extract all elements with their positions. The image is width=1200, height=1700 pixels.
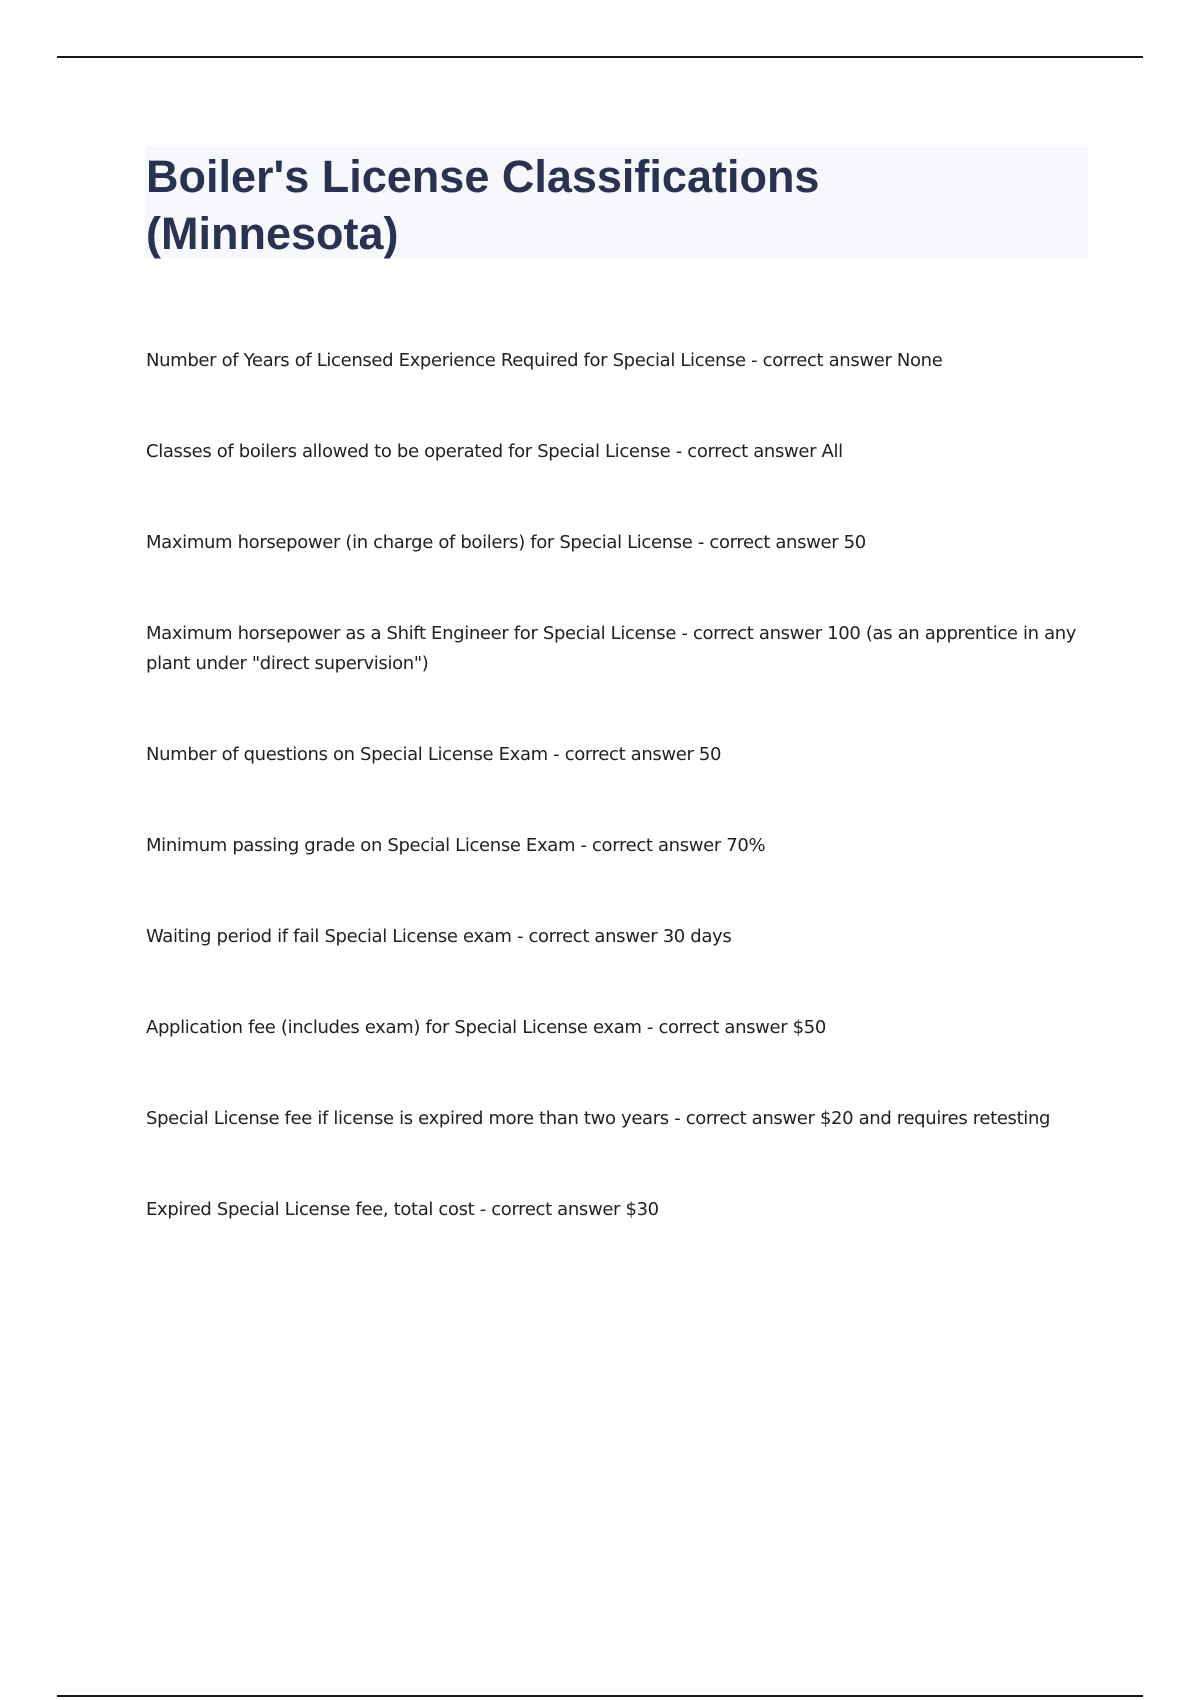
flashcard-item: Expired Special License fee, total cost - correct answer $30 xyxy=(146,1199,659,1220)
flashcard-item: Minimum passing grade on Special License Exam - correct answer 70% xyxy=(146,835,766,856)
flashcard-item: Classes of boilers allowed to be operated for Special License - correct answer All xyxy=(146,441,843,462)
document-title: Boiler's License Classifications (Minnesota) xyxy=(146,151,820,259)
flashcard-item: Application fee (includes exam) for Special License exam - correct answer $50 xyxy=(146,1017,826,1038)
top-divider xyxy=(57,56,1143,58)
flashcard-item: Waiting period if fail Special License exam - correct answer 30 days xyxy=(146,926,732,947)
flashcard-item: Number of Years of Licensed Experience Required for Special License - correct answer None xyxy=(146,350,943,371)
flashcard-item: Special License fee if license is expired more than two years - correct answer $20 and requires retesting xyxy=(146,1108,1051,1129)
flashcard-item: Maximum horsepower as a Shift Engineer for Special License - correct answer 100 (as an apprentice in any plant under "direct supervision") xyxy=(146,623,1077,674)
flashcard-item: Number of questions on Special License Exam - correct answer 50 xyxy=(146,744,722,765)
flashcard-item: Maximum horsepower (in charge of boilers) for Special License - correct answer 50 xyxy=(146,532,866,553)
bottom-divider xyxy=(57,1695,1143,1697)
